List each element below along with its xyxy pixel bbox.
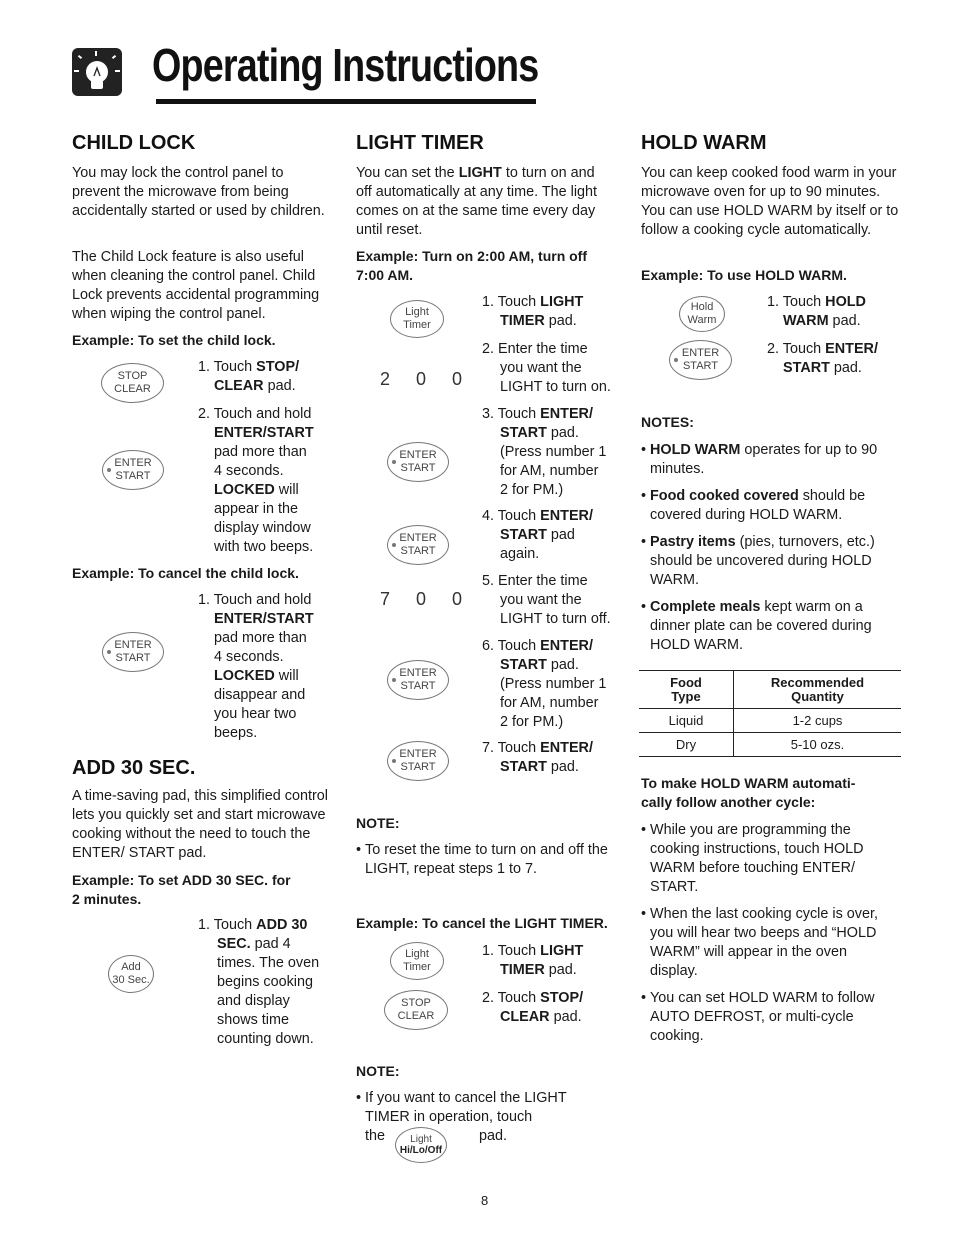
light-timer-cancel-example: Example: To cancel the LIGHT TIMER. [356, 915, 608, 931]
pad-label: START [400, 545, 436, 557]
title-underline [156, 99, 536, 104]
list-item: • Complete meals kept warm on a dinner plate can be covered during HOLD WARM. [641, 598, 903, 655]
hold-warm-step-2: 2. Touch ENTER/ START pad. [767, 341, 878, 376]
child-lock-step-2: 2. Touch and hold ENTER/START pad more than 4 seconds. LOCKED will appear in the display window with two beeps. [198, 406, 314, 555]
light-timer-step-4: 4. Touch ENTER/ START pad again. [482, 508, 593, 562]
child-lock-step-1: 1. Touch STOP/ CLEAR pad. [198, 359, 300, 394]
light-timer-note-title: NOTE: [356, 815, 400, 831]
light-timer-note: • To reset the time to turn on and off the LIGHT, repeat steps 1 to 7. [356, 841, 611, 887]
enter-start-pad[interactable] [387, 525, 449, 565]
pad-label: START [115, 652, 151, 664]
food-quantity-table [639, 670, 901, 757]
list-item: • Food cooked covered should be covered during HOLD WARM. [641, 487, 903, 525]
add-30-sec-intro: A time-saving pad, this simplified control lets you quickly set and start microwave cooking without the need to touch the ENTER/ START pad. [72, 788, 328, 861]
add-30-sec-example: Example: To set ADD 30 SEC. for 2 minutes. [72, 872, 291, 907]
light-timer-note2: • If you want to cancel the LIGHT TIMER in operation, touch the pad. [356, 1090, 567, 1144]
light-timer-cancel-step-1: 1. Touch LIGHT TIMER pad. [482, 943, 584, 978]
pad-label: 30 Sec. [112, 974, 150, 986]
hold-warm-notes-title: NOTES: [641, 414, 694, 430]
pad-label: ENTER [114, 639, 152, 651]
pad-label: Warm [687, 314, 717, 326]
child-lock-cancel-step-1: 1. Touch and hold ENTER/START pad more than 4 seconds. LOCKED will disappear and you hear two beeps. [198, 592, 314, 741]
child-lock-heading: CHILD LOCK [72, 132, 196, 154]
list-item: • HOLD WARM operates for up to 90 minutes. [641, 441, 903, 479]
pad-label: Light [410, 1134, 432, 1145]
hold-warm-auto-heading: To make HOLD WARM automati- cally follow another cycle: [641, 775, 856, 810]
pad-label: CLEAR [397, 1010, 435, 1022]
pad-label: STOP [117, 370, 148, 382]
pad-label: CLEAR [114, 383, 151, 395]
pad-label: Hi/Lo/Off [399, 1145, 443, 1156]
child-lock-example-cancel: Example: To cancel the child lock. [72, 565, 299, 581]
pad-label: START [400, 761, 436, 773]
add-30-sec-step-1: 1. Touch ADD 30 SEC. pad 4 times. The oven begins cooking and display shows time counting down. [198, 917, 320, 1047]
pad-label: ENTER [681, 347, 720, 359]
pad-label: ENTER [399, 667, 437, 679]
enter-start-pad[interactable] [387, 660, 449, 700]
hold-warm-intro: You can keep cooked food warm in your microwave oven for up to 90 minutes. You can use HOLD WARM by itself or to follow a cooking cycle automatically. [641, 165, 899, 238]
hold-warm-step-1: 1. Touch HOLD WARM pad. [767, 294, 866, 329]
hold-warm-heading: HOLD WARM [641, 132, 767, 154]
add-30-sec-pad[interactable] [108, 955, 154, 993]
pad-label: ENTER [399, 449, 437, 461]
pad-label: Hold [690, 301, 714, 313]
pad-label: START [682, 360, 719, 372]
light-timer-step-2: 2. Enter the time you want the LIGHT to turn on. [482, 341, 611, 395]
pad-label: ENTER [399, 532, 437, 544]
light-timer-step-6: 6. Touch ENTER/ START pad. (Press number 1 for AM, number 2 for PM.) [482, 638, 607, 730]
child-lock-intro: You may lock the control panel to prevent the microwave from being accidentally started or used by children. [72, 165, 325, 219]
child-lock-example-set: Example: To set the child lock. [72, 332, 276, 348]
light-bulb-icon [72, 48, 122, 96]
pad-label: Timer [403, 319, 431, 331]
add-30-sec-heading: ADD 30 SEC. [72, 757, 196, 779]
list-item: • While you are programming the cooking instructions, touch HOLD WARM before touching ENTER/ START. [641, 821, 891, 897]
pad-label: Light [405, 948, 429, 960]
light-timer-intro: You can set the LIGHT to turn on and off automatically at any time. The light comes on at the same time every day until reset. [356, 165, 598, 238]
enter-start-pad[interactable] [102, 450, 164, 490]
time-digits-on: 2 0 0 [380, 369, 463, 389]
table-row: Dry 5-10 ozs. [639, 733, 901, 757]
column-header-quantity: Recommended Quantity [734, 671, 902, 709]
time-digits-off: 7 0 0 [380, 589, 463, 609]
light-timer-pad[interactable] [390, 942, 444, 980]
pad-label: START [115, 470, 151, 482]
light-timer-note2-title: NOTE: [356, 1063, 400, 1079]
enter-start-pad[interactable] [102, 632, 164, 672]
light-timer-step-1: 1. Touch LIGHT TIMER pad. [482, 294, 584, 329]
list-item: • When the last cooking cycle is over, you will hear two beeps and “HOLD WARM” will appear in the oven display. [641, 905, 891, 981]
enter-start-pad[interactable] [387, 442, 449, 482]
table-header-row [639, 671, 901, 709]
light-timer-heading: LIGHT TIMER [356, 132, 484, 154]
pad-label: Add [121, 961, 141, 973]
light-timer-step-7: 7. Touch ENTER/ START pad. [482, 740, 593, 775]
list-item: • You can set HOLD WARM to follow AUTO DEFROST, or multi-cycle cooking. [641, 989, 891, 1046]
pad-label: START [400, 680, 436, 692]
light-timer-pad[interactable] [390, 300, 444, 338]
pad-label: ENTER [399, 748, 437, 760]
hold-warm-pad[interactable] [679, 296, 725, 332]
hold-warm-notes [641, 441, 903, 663]
light-timer-step-5: 5. Enter the time you want the LIGHT to turn off. [482, 573, 611, 627]
light-timer-cancel-step-2: 2. Touch STOP/ CLEAR pad. [482, 990, 584, 1025]
page-title: Operating Instructions [152, 39, 539, 91]
page-number: 8 [481, 1193, 489, 1208]
hold-warm-auto-list [641, 821, 891, 1054]
pad-label: Light [405, 306, 429, 318]
table-row: Liquid 1-2 cups [639, 709, 901, 733]
pad-label: Timer [403, 961, 431, 973]
child-lock-description: The Child Lock feature is also useful when cleaning the control panel. Child Lock prevents accidental programming when wiping the control panel. [72, 249, 320, 322]
stop-clear-pad[interactable] [384, 990, 448, 1030]
light-hi-lo-off-pad[interactable] [395, 1127, 447, 1163]
pad-label: ENTER [114, 457, 152, 469]
hold-warm-example: Example: To use HOLD WARM. [641, 267, 847, 283]
light-timer-example: Example: Turn on 2:00 AM, turn off 7:00 AM. [356, 248, 588, 283]
column-header-food-type: Food Type [639, 671, 734, 709]
pad-label: START [400, 462, 436, 474]
pad-label: STOP [401, 997, 431, 1009]
stop-clear-pad[interactable] [101, 363, 164, 403]
light-timer-step-3: 3. Touch ENTER/ START pad. (Press number 1 for AM, number 2 for PM.) [482, 406, 607, 498]
enter-start-pad[interactable] [387, 741, 449, 781]
enter-start-pad[interactable] [669, 340, 732, 380]
list-item: • Pastry items (pies, turnovers, etc.) should be uncovered during HOLD WARM. [641, 533, 903, 590]
